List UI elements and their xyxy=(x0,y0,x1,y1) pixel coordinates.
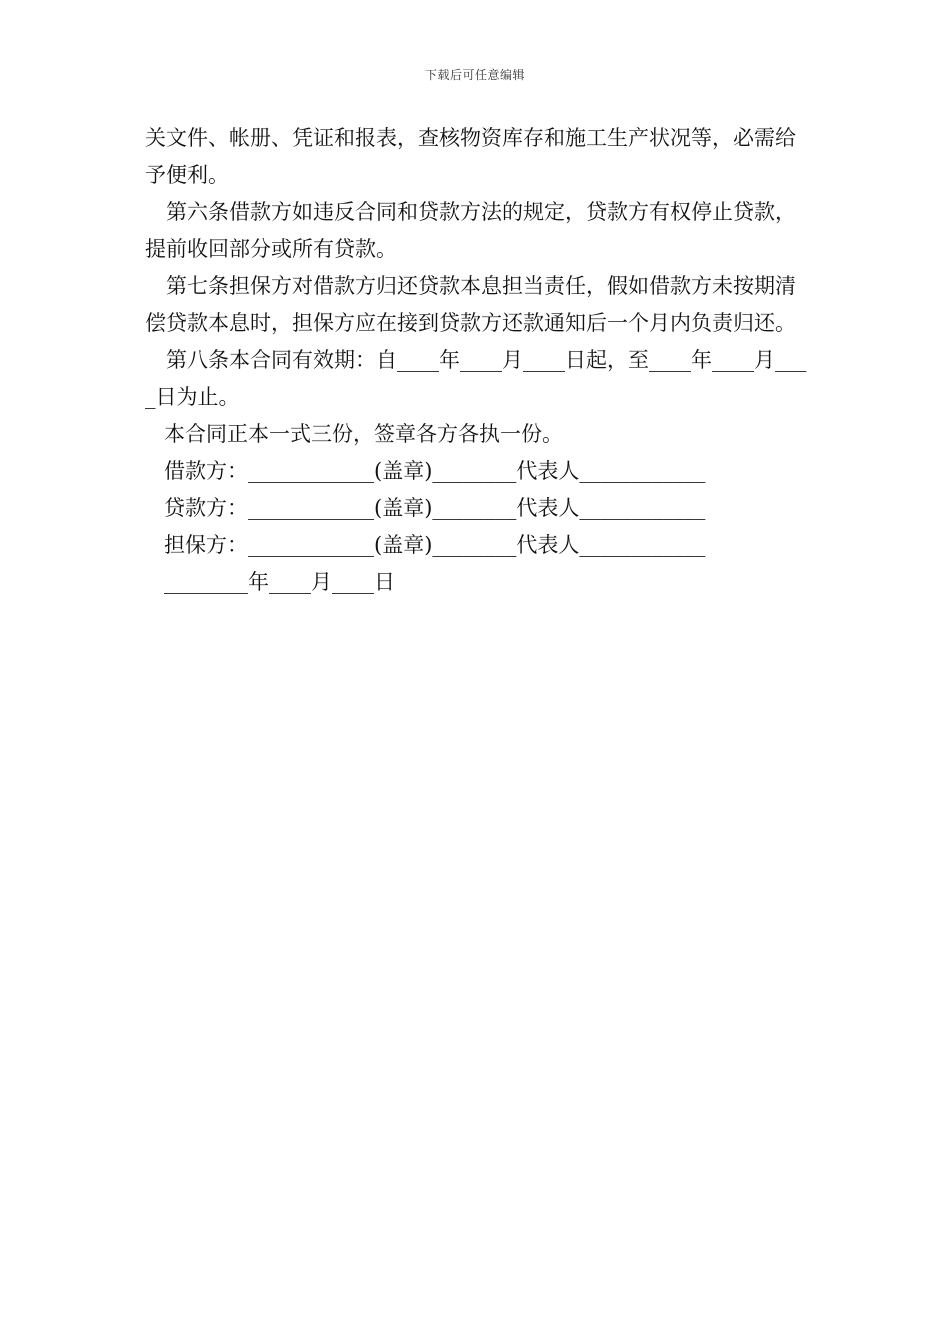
page-header: 下载后可任意编辑 xyxy=(424,68,525,82)
paragraph-article-7: 第七条担保方对借款方归还贷款本息担当责任，假如借款方未按期清偿贷款本息时，担保方应在接到贷款方还款通知后一个月内负责归还。 xyxy=(145,274,796,335)
signature-borrower: 借款方：____________(盖章)________代表人____________ xyxy=(164,459,706,483)
copies-statement: 本合同正本一式三份，签章各方各执一份。 xyxy=(164,422,563,446)
paragraph-article-8: 第八条本合同有效期：自____年____月____日起，至____年____月____日为止。 xyxy=(145,348,807,409)
contract-body xyxy=(145,120,810,601)
signature-guarantor: 担保方：____________(盖章)________代表人____________ xyxy=(164,533,706,557)
signature-lender: 贷款方：____________(盖章)________代表人____________ xyxy=(164,496,706,520)
date-line: ________年____月____日 xyxy=(164,570,395,594)
paragraph-records-access: 关文件、帐册、凭证和报表，查核物资库存和施工生产状况等，必需给予便利。 xyxy=(145,126,796,187)
paragraph-article-6: 第六条借款方如违反合同和贷款方法的规定，贷款方有权停止贷款，提前收回部分或所有贷款。 xyxy=(145,200,796,261)
